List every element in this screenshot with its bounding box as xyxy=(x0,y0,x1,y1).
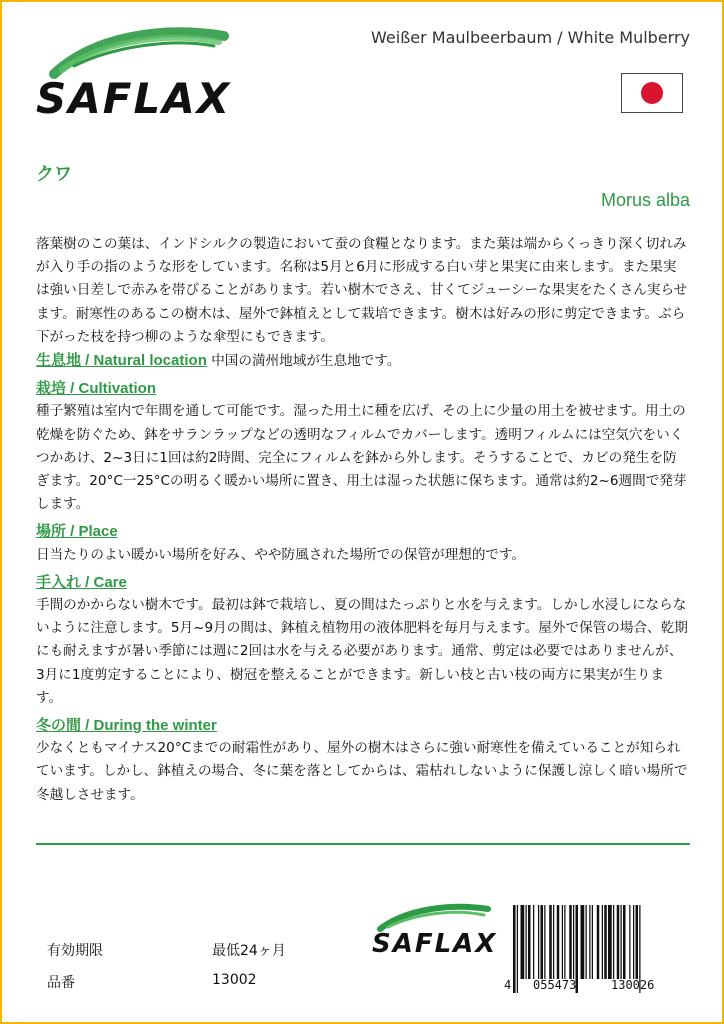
barcode-bar xyxy=(562,905,563,979)
barcode-bar xyxy=(573,905,574,979)
section-cultivation xyxy=(36,377,690,516)
latin-name: Morus alba xyxy=(600,190,690,210)
section-heading: 場所 / Place xyxy=(36,523,118,541)
barcode-bar xyxy=(557,905,560,979)
description-body xyxy=(36,233,690,807)
barcode-bar xyxy=(538,905,539,979)
section-heading: 生息地 / Natural location xyxy=(36,352,207,370)
barcode-bar xyxy=(633,905,634,979)
barcode-bar xyxy=(589,905,590,979)
section-heading: 冬の間 / During the winter xyxy=(36,717,217,735)
barcode-bar xyxy=(517,905,518,993)
barcode-bar xyxy=(592,905,593,979)
barcode-bar xyxy=(586,905,587,979)
japan-flag-icon xyxy=(621,73,683,113)
barcode-bar xyxy=(581,905,585,979)
barcode-bar xyxy=(549,905,552,979)
divider-line xyxy=(36,843,690,845)
brand-name: SAFLAX xyxy=(36,74,232,123)
section-text: 少なくともマイナス20°Cまでの耐霜性があり、屋外の樹木はさらに強い耐寒性を備えていることが知られています。しかし、鉢植えの場合、冬に葉を落としてからは、霜枯れしないように保護し涼しく暗い場所で冬越しさせます。 xyxy=(36,740,688,803)
barcode-bar xyxy=(604,905,607,979)
section-natural-location xyxy=(36,349,690,373)
barcode-digit-group-1: 055473 xyxy=(533,978,577,992)
section-place xyxy=(36,520,690,566)
expiry-label: 有効期限 xyxy=(47,943,103,959)
barcode-bar xyxy=(526,905,527,979)
barcode-bar xyxy=(608,905,612,979)
barcode-digit-first: 4 xyxy=(504,978,512,992)
section-text: 日当たりのよい暖かい場所を好み、やや防風された場所での保管が理想的です。 xyxy=(36,546,526,563)
product-title: Weißer Maulbeerbaum / White Mulberry xyxy=(371,28,690,47)
barcode-bar xyxy=(541,905,544,979)
barcode-bar xyxy=(629,905,630,979)
saflax-logo-small xyxy=(366,903,496,973)
section-care xyxy=(36,571,690,710)
barcode-bar xyxy=(636,905,639,979)
barcode-bar xyxy=(533,905,534,979)
item-number-label: 品番 xyxy=(47,975,75,991)
barcode-bar xyxy=(553,905,554,979)
section-winter xyxy=(36,714,690,807)
section-text: 中国の満州地域が生息地です。 xyxy=(211,353,401,370)
japanese-name: クワ xyxy=(36,164,72,185)
barcode-bar xyxy=(623,905,626,979)
saflax-logo xyxy=(34,26,234,126)
barcode-bar xyxy=(544,905,545,979)
section-text: 手間のかからない樹木です。最初は鉢で栽培し、夏の間はたっぷりと水を与えます。しかし水浸しにならないように注意します。5月~9月の間は、鉢植え植物用の液体肥料を毎月与えます。屋外で保管の場合、乾期にも耐えますが暑い季節には週に2回は水を与える必要があります。通常、剪定は必要ではありませんが、3月に1度剪定することにより、樹冠を整えることができます。新しい枝と古い枝の両方に果実が生ります。 xyxy=(36,597,688,706)
barcode-bar xyxy=(528,905,531,979)
barcode-bar xyxy=(569,905,572,979)
section-text: 種子繁殖は室内で年間を通して可能です。湿った用土に種を広げ、その上に少量の用土を被せます。用土の乾燥を防ぐため、鉢をサランラップなどの透明なフィルムでカバーします。透明フィルムには空気穴をいくつかあけ、2~3日に1回は約2時間、完全にフィルムを鉢から外します。そうすることで、カビの発生を防ぎます。20°C一25°Cの明るく暖かい場所に置き、用土は湿った状態に保ちます。通常は約2~6週間で発芽します。 xyxy=(36,403,687,513)
barcode-bar xyxy=(597,905,600,979)
brand-name: SAFLAX xyxy=(372,929,498,959)
section-heading: 栽培 / Cultivation xyxy=(36,380,157,398)
barcode-bar xyxy=(613,905,614,979)
barcode-bar xyxy=(617,905,620,979)
barcode-bar xyxy=(602,905,603,979)
section-heading: 手入れ / Care xyxy=(36,573,127,591)
expiry-value: 最低24ヶ月 xyxy=(212,943,286,959)
item-number-value: 13002 xyxy=(212,972,257,988)
intro-text: 落葉樹のこの葉は、インドシルクの製造において蚕の食糧となります。また葉は端からくっきり深く切れみが入り手の指のような形をしています。名称は5月と6月に形成する白い芽と果実に由来します。また果実は強い日差しで赤みを帯びることがあります。若い樹木でさえ、甘くてジューシーな果実をたくさん実らせます。耐寒性のあるこの樹木は、屋外で鉢植えとして栽培できます。樹木は好みの形に剪定できます。ぶら下がった枝を持つ柳のような傘型にもできます。 xyxy=(36,236,688,345)
barcode-bar xyxy=(513,905,516,993)
barcode-digit-group-2: 130026 xyxy=(611,978,655,992)
barcode-bar xyxy=(621,905,622,979)
flag-sun xyxy=(641,82,663,104)
barcode-bar xyxy=(564,905,565,979)
barcode-bar xyxy=(521,905,525,979)
